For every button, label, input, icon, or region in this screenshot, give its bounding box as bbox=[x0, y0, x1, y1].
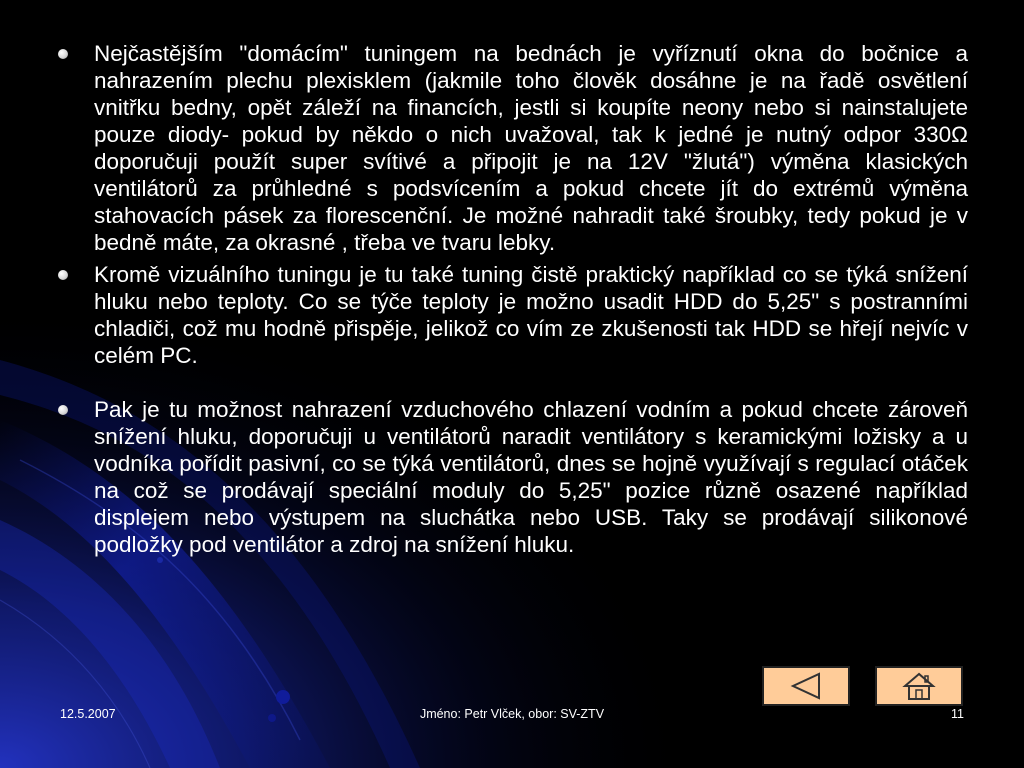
page-number: 11 bbox=[951, 707, 964, 721]
bullet-item-1: Nejčastějším "domácím" tuningem na bednách je vyříznutí okna do bočnice a nahrazením plechu plexisklem (jakmile toho člověk dosáhne je na řadě osvětlení vnitřku bedny, opět záleží na financích, jestli si koupíte neony nebo si nainstalujete pouze diody- pokud by někdo o nich uvažoval, tak k jedné je nutný odpor 330Ω doporučuji použít super svítivé a připojit je na 12V "žlutá") výměna klasických ventilátorů za průhledné s podsvícením a pokud chcete jít do extrémů výměna stahovacích pásek za florescenční. Je možné nahradit také šroubky, tedy pokud je v bedně máte, za okrasné , třeba ve tvaru lebky. bbox=[56, 40, 968, 256]
bullet-list bbox=[56, 40, 968, 558]
footer-author: Jméno: Petr Vlček, obor: SV-ZTV bbox=[419, 707, 605, 721]
bullet-item-3: Pak je tu možnost nahrazení vzduchového chlazení vodním a pokud chcete zároveň snížení hluku, doporučuji u ventilátorů naradit ventilátory s keramickými ložisky a u vodníka pořídit pasivní, co se týká ventilátorů, dnes se hojně využívají s regulací otáček na což se prodávají speciální moduly do 5,25" pozice různě osazené například displejem nebo výstupem na sluchátka nebo USB. Taky se prodávají silikonové podložky pod ventilátor a zdroj na snížení hluku. bbox=[56, 396, 968, 558]
house-icon bbox=[902, 671, 936, 701]
home-button[interactable] bbox=[875, 666, 963, 706]
footer-date: 12.5.2007 bbox=[60, 707, 116, 721]
triangle-left-icon bbox=[789, 672, 823, 700]
back-button[interactable] bbox=[762, 666, 850, 706]
bullet-item-2: Kromě vizuálního tuningu je tu také tuning čistě praktický například co se týká snížení hluku nebo teploty. Co se týče teploty je možno usadit HDD do 5,25" s postranními chladiči, což mu hodně přispěje, jelikož co vím ze zkušenosti tak HDD se hřejí nejvíc v celém PC. bbox=[56, 261, 968, 369]
